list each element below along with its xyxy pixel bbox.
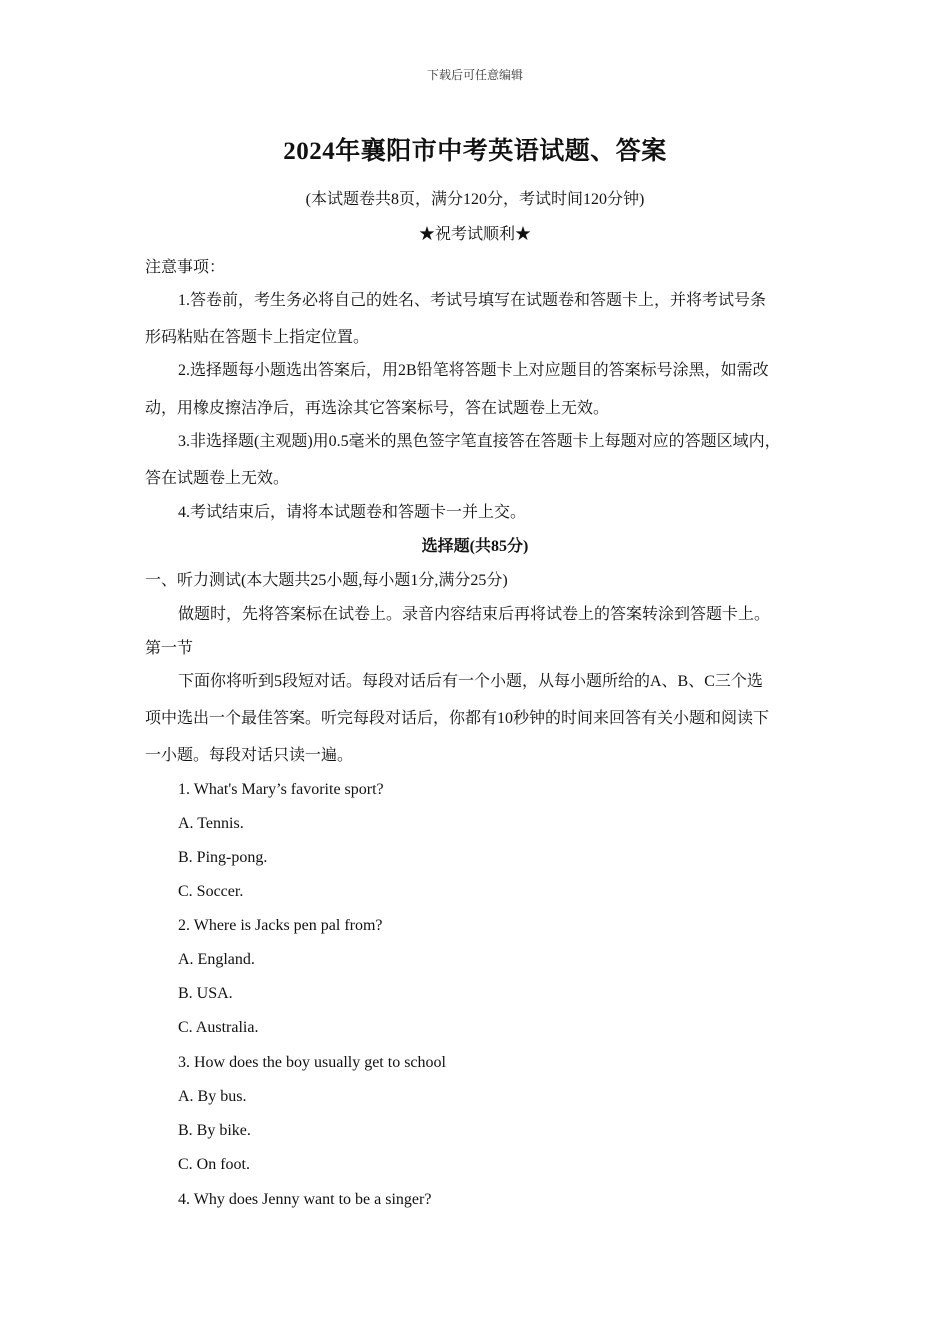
answer-option: A. Tennis.	[178, 815, 244, 832]
answer-option: C. On foot.	[178, 1156, 250, 1173]
notice-line: 3.非选择题(主观题)用0.5毫米的黑色签字笔直接答在答题卡上每题对应的答题区域内，	[178, 433, 781, 450]
question-text: 3. How does the boy usually get to school	[178, 1054, 446, 1071]
part-heading: 一、听力测试(本大题共25小题,每小题1分,满分25分)	[145, 572, 508, 589]
notice-line: 4.考试结束后，请将本试题卷和答题卡一并上交。	[178, 504, 527, 521]
page-title: 2024年襄阳市中考英语试题、答案	[283, 138, 667, 165]
question-text: 2. Where is Jacks pen pal from?	[178, 917, 383, 934]
answer-option: B. Ping-pong.	[178, 849, 268, 866]
answer-option: A. By bus.	[178, 1088, 247, 1105]
section-label: 第一节	[145, 640, 194, 657]
answer-option: C. Australia.	[178, 1019, 259, 1036]
question-text: 1. What's Mary’s favorite sport?	[178, 781, 384, 798]
notice-heading: 注意事项：	[145, 259, 226, 276]
question-text: 4. Why does Jenny want to be a singer?	[178, 1191, 432, 1208]
good-luck-line: ★祝考试顺利★	[418, 226, 531, 243]
notice-line: 答在试题卷上无效。	[145, 470, 290, 487]
section-heading: 选择题(共85分)	[421, 538, 529, 555]
section-instruction: 下面你将听到5段短对话。每段对话后有一个小题，从每小题所给的A、B、C三个选	[178, 673, 763, 690]
notice-line: 2.选择题每小题选出答案后，用2B铅笔将答题卡上对应题目的答案标号涂黑，如需改	[178, 362, 769, 379]
answer-option: B. USA.	[178, 985, 233, 1002]
notice-line: 1.答卷前，考生务必将自己的姓名、考试号填写在试题卷和答题卡上，并将考试号条	[178, 292, 767, 309]
answer-option: C. Soccer.	[178, 883, 244, 900]
page-header: 下载后可任意编辑	[426, 68, 523, 82]
notice-line: 形码粘贴在答题卡上指定位置。	[145, 329, 370, 346]
exam-subtitle: (本试题卷共8页，满分120分，考试时间120分钟)	[305, 191, 645, 208]
section-instruction: 项中选出一个最佳答案。听完每段对话后，你都有10秒钟的时间来回答有关小题和阅读下	[145, 710, 770, 727]
notice-line: 动，用橡皮擦洁净后，再选涂其它答案标号，答在试题卷上无效。	[145, 400, 610, 417]
part-instruction: 做题时，先将答案标在试卷上。录音内容结束后再将试卷上的答案转涂到答题卡上。	[178, 606, 771, 623]
answer-option: B. By bike.	[178, 1122, 251, 1139]
answer-option: A. England.	[178, 951, 255, 968]
section-instruction: 一小题。每段对话只读一遍。	[145, 747, 354, 764]
